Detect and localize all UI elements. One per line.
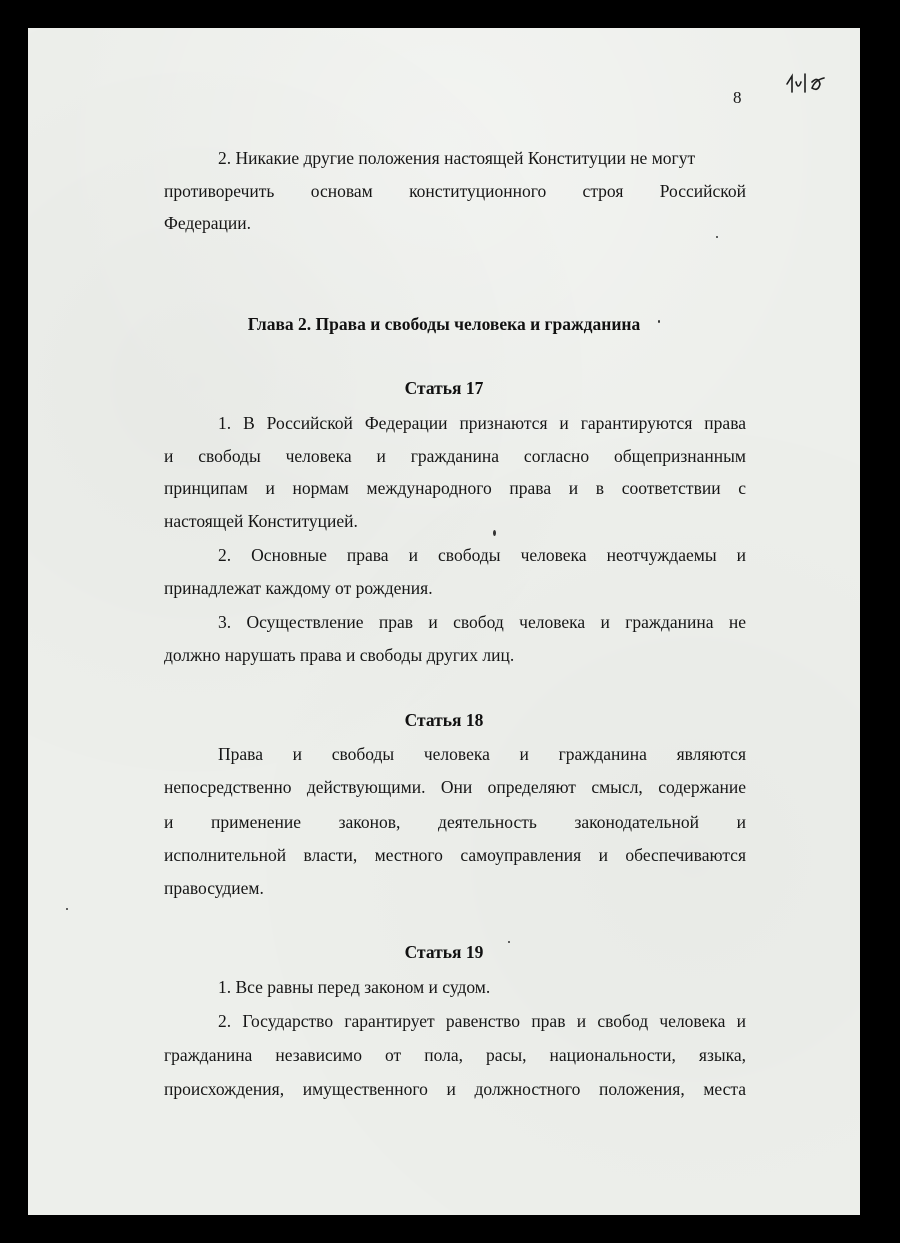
article-19-p2-line-2: гражданина независимо от пола, расы, национальности, языка, [164, 1045, 746, 1065]
article-19-p2-line-3: происхождения, имущественного и должностного положения, места [164, 1079, 746, 1099]
article-17-p3-line-2: должно нарушать права и свободы других лиц. [164, 645, 515, 665]
article-17-p1-line-4: настоящей Конституцией. [164, 511, 358, 531]
article-18-line-2: непосредственно действующими. Они определяют смысл, содержание [164, 777, 746, 797]
article-17-p1-line-2: и свободы человека и гражданина согласно общепризнанным [164, 446, 746, 466]
article-17-p2-line-2: принадлежат каждому от рождения. [164, 578, 433, 598]
scan-speck [493, 530, 496, 536]
document-page [28, 28, 860, 1215]
scan-speck [66, 908, 68, 910]
article-17-p3-line-1: 3. Осуществление прав и свобод человека и гражданина не [218, 612, 746, 632]
article-18-line-4: исполнительной власти, местного самоуправления и обеспечиваются [164, 845, 746, 865]
article-17-title: Статья 17 [404, 378, 484, 398]
handwritten-mark [784, 70, 830, 96]
chapter-title: Глава 2. Права и свободы человека и гражданина [247, 314, 641, 334]
article-19-p1-line-1: 1. Все равны перед законом и судом. [218, 977, 491, 997]
article-17-p1-line-3: принципам и нормам международного права и в соответствии с [164, 478, 746, 498]
article-19-p2-line-1: 2. Государство гарантирует равенство прав и свобод человека и [218, 1011, 746, 1031]
scan-speck [716, 236, 718, 238]
scan-speck [508, 941, 510, 943]
article-17-p2-line-1: 2. Основные права и свободы человека неотчуждаемы и [218, 545, 746, 565]
page-number: 8 [733, 88, 742, 107]
article-18-line-5: правосудием. [164, 878, 264, 898]
article-18-line-1: Права и свободы человека и гражданина являются [218, 744, 746, 764]
intro-line-2: противоречить основам конституционного строя Российской [164, 181, 746, 201]
article-17-p1-line-1: 1. В Российской Федерации признаются и гарантируются права [218, 413, 746, 433]
scan-speck [658, 320, 660, 323]
intro-line-3: Федерации. [164, 213, 252, 233]
article-19-title: Статья 19 [404, 942, 484, 962]
article-18-line-3: и применение законов, деятельность законодательной и [164, 812, 746, 832]
article-18-title: Статья 18 [404, 710, 484, 730]
intro-line-1: 2. Никакие другие положения настоящей Конституции не могут [218, 148, 696, 168]
